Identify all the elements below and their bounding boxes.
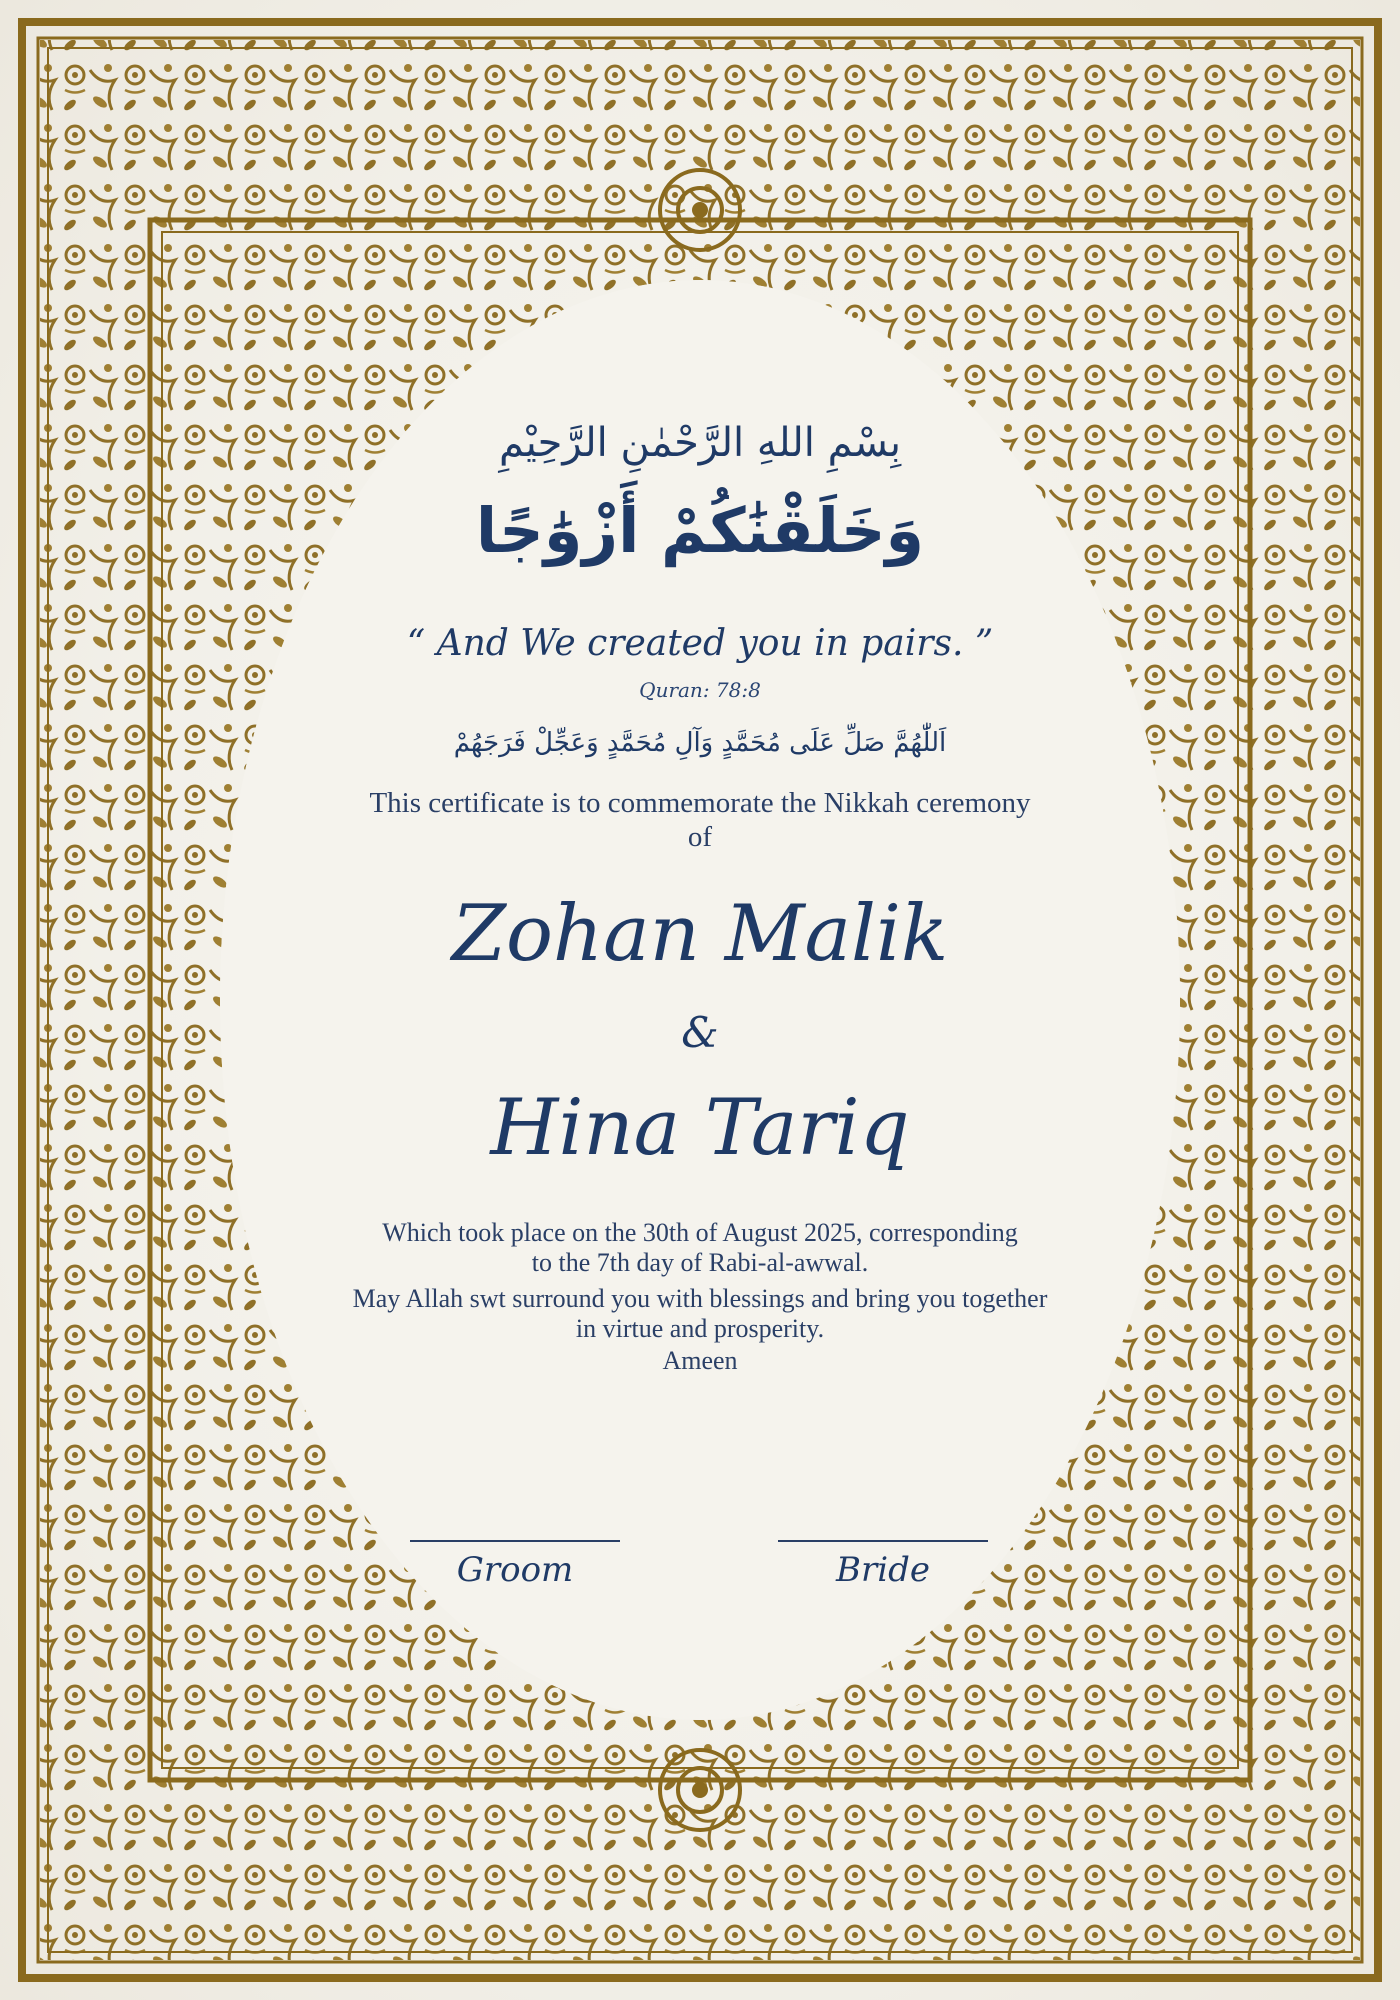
ayah-calligraphy: وَخَلَقْنَٰكُمْ أَزْوَٰجًا xyxy=(475,494,925,567)
ceremony-details xyxy=(250,1218,1150,1278)
ampersand: & xyxy=(681,1008,719,1057)
ameen-text: Ameen xyxy=(662,1346,738,1375)
blessing-line-1: May Allah swt surround you with blessings and bring you together xyxy=(352,1284,1048,1313)
bride-signature xyxy=(778,1540,988,1590)
bride-signature-line xyxy=(778,1540,988,1542)
verse-reference: Quran: 78:8 xyxy=(639,678,761,702)
certificate-body xyxy=(250,420,1150,1376)
bride-label: Bride xyxy=(836,1550,930,1590)
bride-name: Hina Tariq xyxy=(490,1083,910,1173)
intro-text xyxy=(250,786,1150,854)
groom-signature xyxy=(410,1540,620,1590)
details-line-1: Which took place on the 30th of August 2025, corresponding xyxy=(382,1218,1018,1247)
salawat-text: اَللّٰهُمَّ صَلِّ عَلَى مُحَمَّدٍ وَآلِ مُحَمَّدٍ وَعَجِّلْ فَرَجَهُمْ xyxy=(453,728,947,758)
verse-translation: “ And We created you in pairs. ” xyxy=(406,623,994,664)
intro-line-1: This certificate is to commemorate the Nikkah ceremony xyxy=(369,787,1031,819)
blessing-line-2: in virtue and prosperity. xyxy=(575,1314,825,1343)
groom-signature-line xyxy=(410,1540,620,1542)
details-line-2: to the 7th day of Rabi-al-awwal. xyxy=(531,1248,869,1277)
blessing-text xyxy=(250,1284,1150,1344)
intro-line-2: of xyxy=(687,821,713,853)
signature-area xyxy=(0,1540,1400,1620)
groom-name: Zohan Malik xyxy=(451,889,949,979)
bismillah-calligraphy: بِسْمِ اللهِ الرَّحْمٰنِ الرَّحِيْمِ xyxy=(498,420,902,466)
groom-label: Groom xyxy=(456,1550,574,1590)
